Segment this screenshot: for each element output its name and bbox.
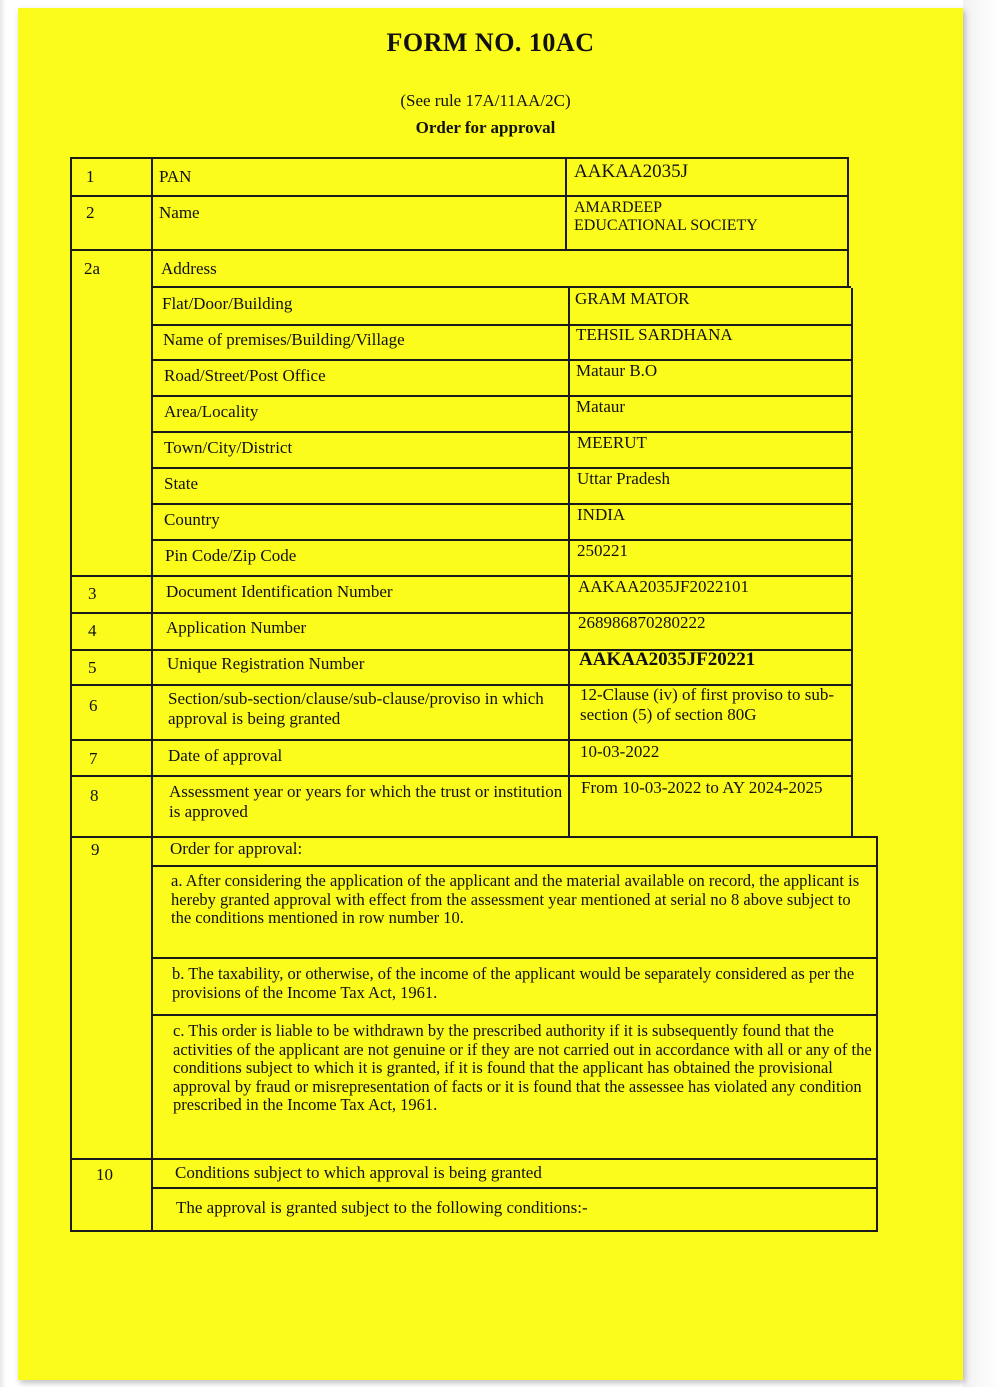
document-id-label: Document Identification Number bbox=[166, 582, 393, 601]
row-divider-road bbox=[151, 395, 851, 397]
section-label: Section/sub-section/clause/sub-clause/proviso in which approval is being granted bbox=[168, 689, 544, 728]
flat-value: GRAM MATOR bbox=[575, 289, 690, 308]
row-number: 2a bbox=[84, 259, 101, 278]
table-border-top bbox=[70, 157, 848, 159]
scan-edge-left bbox=[0, 0, 6, 1387]
road-label: Road/Street/Post Office bbox=[164, 366, 326, 385]
flat-label: Flat/Door/Building bbox=[162, 294, 293, 313]
town-label: Town/City/District bbox=[164, 438, 293, 457]
row-divider-2 bbox=[70, 249, 848, 251]
row-divider-10 bbox=[151, 1187, 876, 1189]
row-number: 4 bbox=[88, 621, 97, 640]
row-divider-9a bbox=[151, 957, 876, 959]
row-divider-country bbox=[151, 539, 851, 541]
area-label: Area/Locality bbox=[164, 402, 259, 421]
row-divider-3 bbox=[70, 612, 851, 614]
application-number-label: Application Number bbox=[166, 618, 307, 637]
assessment-year-label: Assessment year or years for which the trust or institution is approved bbox=[169, 782, 563, 821]
order-clause-c: c. This order is liable to be withdrawn by the prescribed authority if it is subsequently found that the activities of the applicant are not genuine or if they are not carried out in accordance with all or any of the conditions subject to which it is granted, if it is found that the applicant has obtained the provisional approval by fraud or misrepresentation of facts or it is found that the assessee has violated any condition prescribed in the Income Tax Act, 1961. bbox=[173, 1021, 872, 1114]
table-col-divider-2b bbox=[568, 288, 570, 836]
row-number: 6 bbox=[89, 696, 98, 715]
row-divider-2a bbox=[151, 286, 851, 288]
assessment-year-value: From 10-03-2022 to AY 2024-2025 bbox=[581, 778, 823, 797]
road-value: Mataur B.O bbox=[576, 361, 658, 380]
row-divider-9 bbox=[151, 865, 876, 867]
date-of-approval-label: Date of approval bbox=[168, 746, 283, 765]
row-divider-town bbox=[151, 467, 851, 469]
row-divider-1 bbox=[70, 195, 848, 197]
row-divider-area bbox=[151, 431, 851, 433]
order-clause-b: b. The taxability, or otherwise, of the income of the applicant would be separately considered as per the provisions of the Income Tax Act, 1961. bbox=[172, 964, 855, 1002]
row-number: 7 bbox=[89, 749, 98, 768]
form-rule-reference: (See rule 17A/11AA/2C) bbox=[400, 91, 571, 110]
row-number: 1 bbox=[86, 167, 95, 186]
pan-value: AAKAA2035J bbox=[574, 161, 688, 182]
table-border-right-2 bbox=[847, 252, 849, 288]
order-clause-a: a. After considering the application of the applicant and the material available on record, the applicant is hereby granted approval with effect from the assessment year mentioned at serial no 8 above subject to the conditions mentioned in row number 10. bbox=[171, 871, 860, 927]
town-value: MEERUT bbox=[577, 433, 647, 452]
premises-label: Name of premises/Building/Village bbox=[163, 330, 405, 349]
premises-value: TEHSIL SARDHANA bbox=[576, 325, 733, 344]
table-col-divider-1 bbox=[151, 157, 153, 1232]
name-value-line1: AMARDEEP bbox=[574, 199, 663, 216]
document-id-value: AAKAA2035JF2022101 bbox=[578, 577, 749, 596]
area-value: Mataur bbox=[576, 397, 626, 416]
conditions-intro: The approval is granted subject to the following conditions:- bbox=[176, 1198, 588, 1217]
name-label: Name bbox=[159, 203, 200, 222]
row-number: 10 bbox=[96, 1165, 113, 1184]
form-heading: Order for approval bbox=[415, 118, 556, 137]
row-number: 8 bbox=[90, 786, 99, 805]
pin-value: 250221 bbox=[577, 541, 628, 560]
row-divider-6 bbox=[70, 739, 851, 741]
country-label: Country bbox=[164, 510, 220, 529]
row-divider-state bbox=[151, 503, 851, 505]
state-value: Uttar Pradesh bbox=[577, 469, 671, 488]
row-divider-9c bbox=[70, 1158, 877, 1160]
row-number: 3 bbox=[88, 584, 97, 603]
state-label: State bbox=[164, 474, 198, 493]
conditions-label: Conditions subject to which approval is being granted bbox=[175, 1163, 542, 1182]
pin-label: Pin Code/Zip Code bbox=[165, 546, 297, 565]
table-border-left bbox=[70, 157, 72, 1232]
row-divider-7 bbox=[70, 775, 851, 777]
pan-label: PAN bbox=[159, 167, 192, 186]
form-paper bbox=[18, 8, 963, 1380]
table-col-divider-2 bbox=[565, 157, 567, 250]
urn-value: AAKAA2035JF20221 bbox=[579, 649, 756, 670]
row-number: 2 bbox=[86, 203, 95, 222]
country-value: INDIA bbox=[577, 505, 626, 524]
order-label: Order for approval: bbox=[170, 839, 303, 858]
form-title: FORM NO. 10AC bbox=[386, 28, 595, 57]
row-number: 5 bbox=[88, 658, 97, 677]
application-number-value: 268986870280222 bbox=[578, 613, 706, 632]
table-border-right-4 bbox=[876, 836, 878, 1232]
name-value-line2: EDUCATIONAL SOCIETY bbox=[574, 217, 758, 234]
row-divider-premises bbox=[151, 359, 851, 361]
row-divider-8 bbox=[70, 836, 877, 838]
table-border-right bbox=[847, 157, 849, 252]
section-value: 12-Clause (iv) of first proviso to sub-section (5) of section 80G bbox=[580, 685, 835, 724]
date-of-approval-value: 10-03-2022 bbox=[580, 742, 660, 761]
address-label: Address bbox=[161, 259, 217, 278]
row-divider-9b bbox=[151, 1014, 876, 1016]
row-number: 9 bbox=[91, 840, 100, 859]
urn-label: Unique Registration Number bbox=[167, 654, 365, 673]
table-border-right-3 bbox=[851, 288, 853, 836]
scan-edge-right bbox=[963, 0, 1000, 1387]
table-border-bottom bbox=[70, 1230, 877, 1232]
row-divider-flat bbox=[151, 324, 851, 326]
